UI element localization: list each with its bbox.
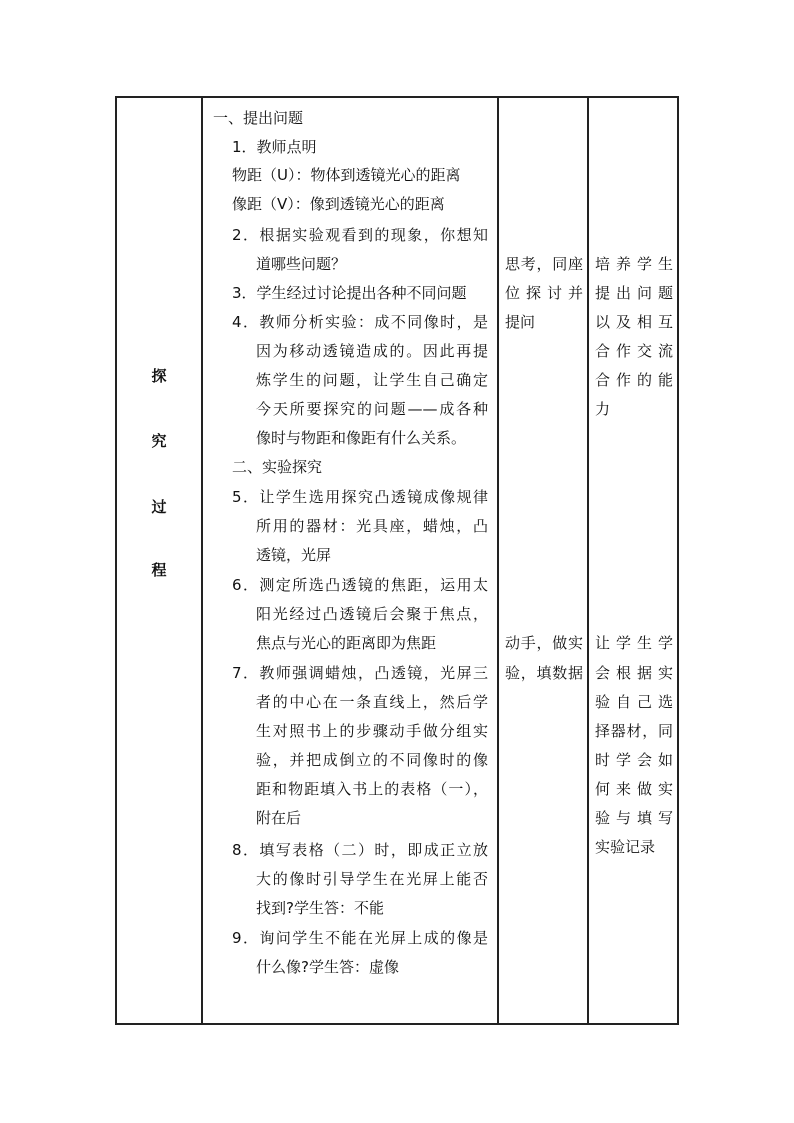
definition-object-distance: 物距（U）：物体到透镜光心的距离 (232, 166, 461, 184)
list-item: 4．教师分析实验：成不同像时，是 (232, 313, 488, 331)
goal-text: 实验记录 (595, 838, 656, 856)
list-item: 9．询问学生不能在光屏上成的像是 (232, 929, 488, 947)
student-text: 动手，做实 (505, 634, 583, 652)
goal-text: 提出问题 (595, 284, 673, 302)
goal-text: 择器材，同 (595, 722, 673, 740)
goal-text: 会根据实 (595, 664, 673, 682)
list-item: 5．让学生选用探究凸透镜成像规律 (232, 488, 488, 506)
list-item: 3．学生经过讨论提出各种不同问题 (232, 284, 467, 302)
teacher-activity-column (203, 98, 497, 1023)
student-text: 位探讨并 (505, 284, 583, 302)
list-item-cont: 炼学生的问题，让学生自己确定 (256, 371, 488, 389)
list-item-cont: 焦点与光心的距离即为焦距 (256, 634, 437, 652)
list-item: 6．测定所选凸透镜的焦距，运用太 (232, 576, 488, 594)
list-item-cont: 大的像时引导学生在光屏上能否 (256, 870, 488, 888)
goal-text: 让学生学 (595, 634, 673, 652)
list-item-cont: 像时与物距和像距有什么关系。 (256, 429, 467, 447)
list-item-cont: 阳光经过凸透镜后会聚于焦点， (256, 605, 488, 623)
goal-text: 何来做实 (595, 780, 673, 798)
definition-image-distance: 像距（V）：像到透镜光心的距离 (232, 195, 445, 213)
list-item: 7．教师强调蜡烛，凸透镜，光屏三 (232, 664, 488, 682)
list-item-cont: 者的中心在一条直线上，然后学 (256, 693, 488, 711)
list-item-cont: 透镜，光屏 (256, 546, 332, 564)
list-item-cont: 什么像?学生答：虚像 (256, 958, 399, 976)
stage-column (117, 98, 201, 1023)
goal-text: 力 (595, 400, 611, 418)
goal-text: 时学会如 (595, 751, 673, 769)
goal-text: 验自己选 (595, 693, 673, 711)
list-item: 2．根据实验观看到的现象，你想知 (232, 226, 488, 244)
stage-char: 程 (151, 561, 167, 579)
goal-text: 合作交流 (595, 342, 673, 360)
list-item-cont: 距和物距填入书上的表格（一）， (256, 780, 488, 798)
list-item-cont: 今天所要探究的问题——成各种 (256, 400, 488, 418)
list-item-cont: 所用的器材：光具座，蜡烛，凸 (256, 517, 488, 535)
goal-text: 合作的能 (595, 371, 673, 389)
stage-char: 过 (151, 498, 167, 516)
stage-char: 探 (151, 367, 167, 385)
stage-char: 究 (151, 432, 167, 450)
list-item-cont: 道哪些问题？ (256, 255, 347, 273)
section-heading: 二、实验探究 (232, 458, 323, 476)
goal-text: 以及相互 (595, 313, 673, 331)
list-item-cont: 附在后 (256, 809, 302, 827)
list-item-cont: 验，并把成倒立的不同像时的像 (256, 751, 488, 769)
goal-text: 验与填写 (595, 809, 673, 827)
list-item-cont: 生对照书上的步骤动手做分组实 (256, 722, 488, 740)
section-heading: 一、提出问题 (213, 109, 304, 127)
goal-text: 培养学生 (595, 255, 673, 273)
student-text: 提问 (505, 313, 536, 331)
list-item-cont: 找到?学生答：不能 (256, 899, 384, 917)
student-activity-column (499, 98, 587, 1023)
list-item: 1．教师点明 (232, 138, 317, 156)
goal-column (589, 98, 679, 1023)
lesson-table (115, 96, 679, 1025)
student-text: 验，填数据 (505, 664, 583, 682)
list-item-cont: 因为移动透镜造成的。因此再提 (256, 342, 488, 360)
student-text: 思考，同座 (505, 255, 583, 273)
list-item: 8．填写表格（二）时，即成正立放 (232, 841, 488, 859)
